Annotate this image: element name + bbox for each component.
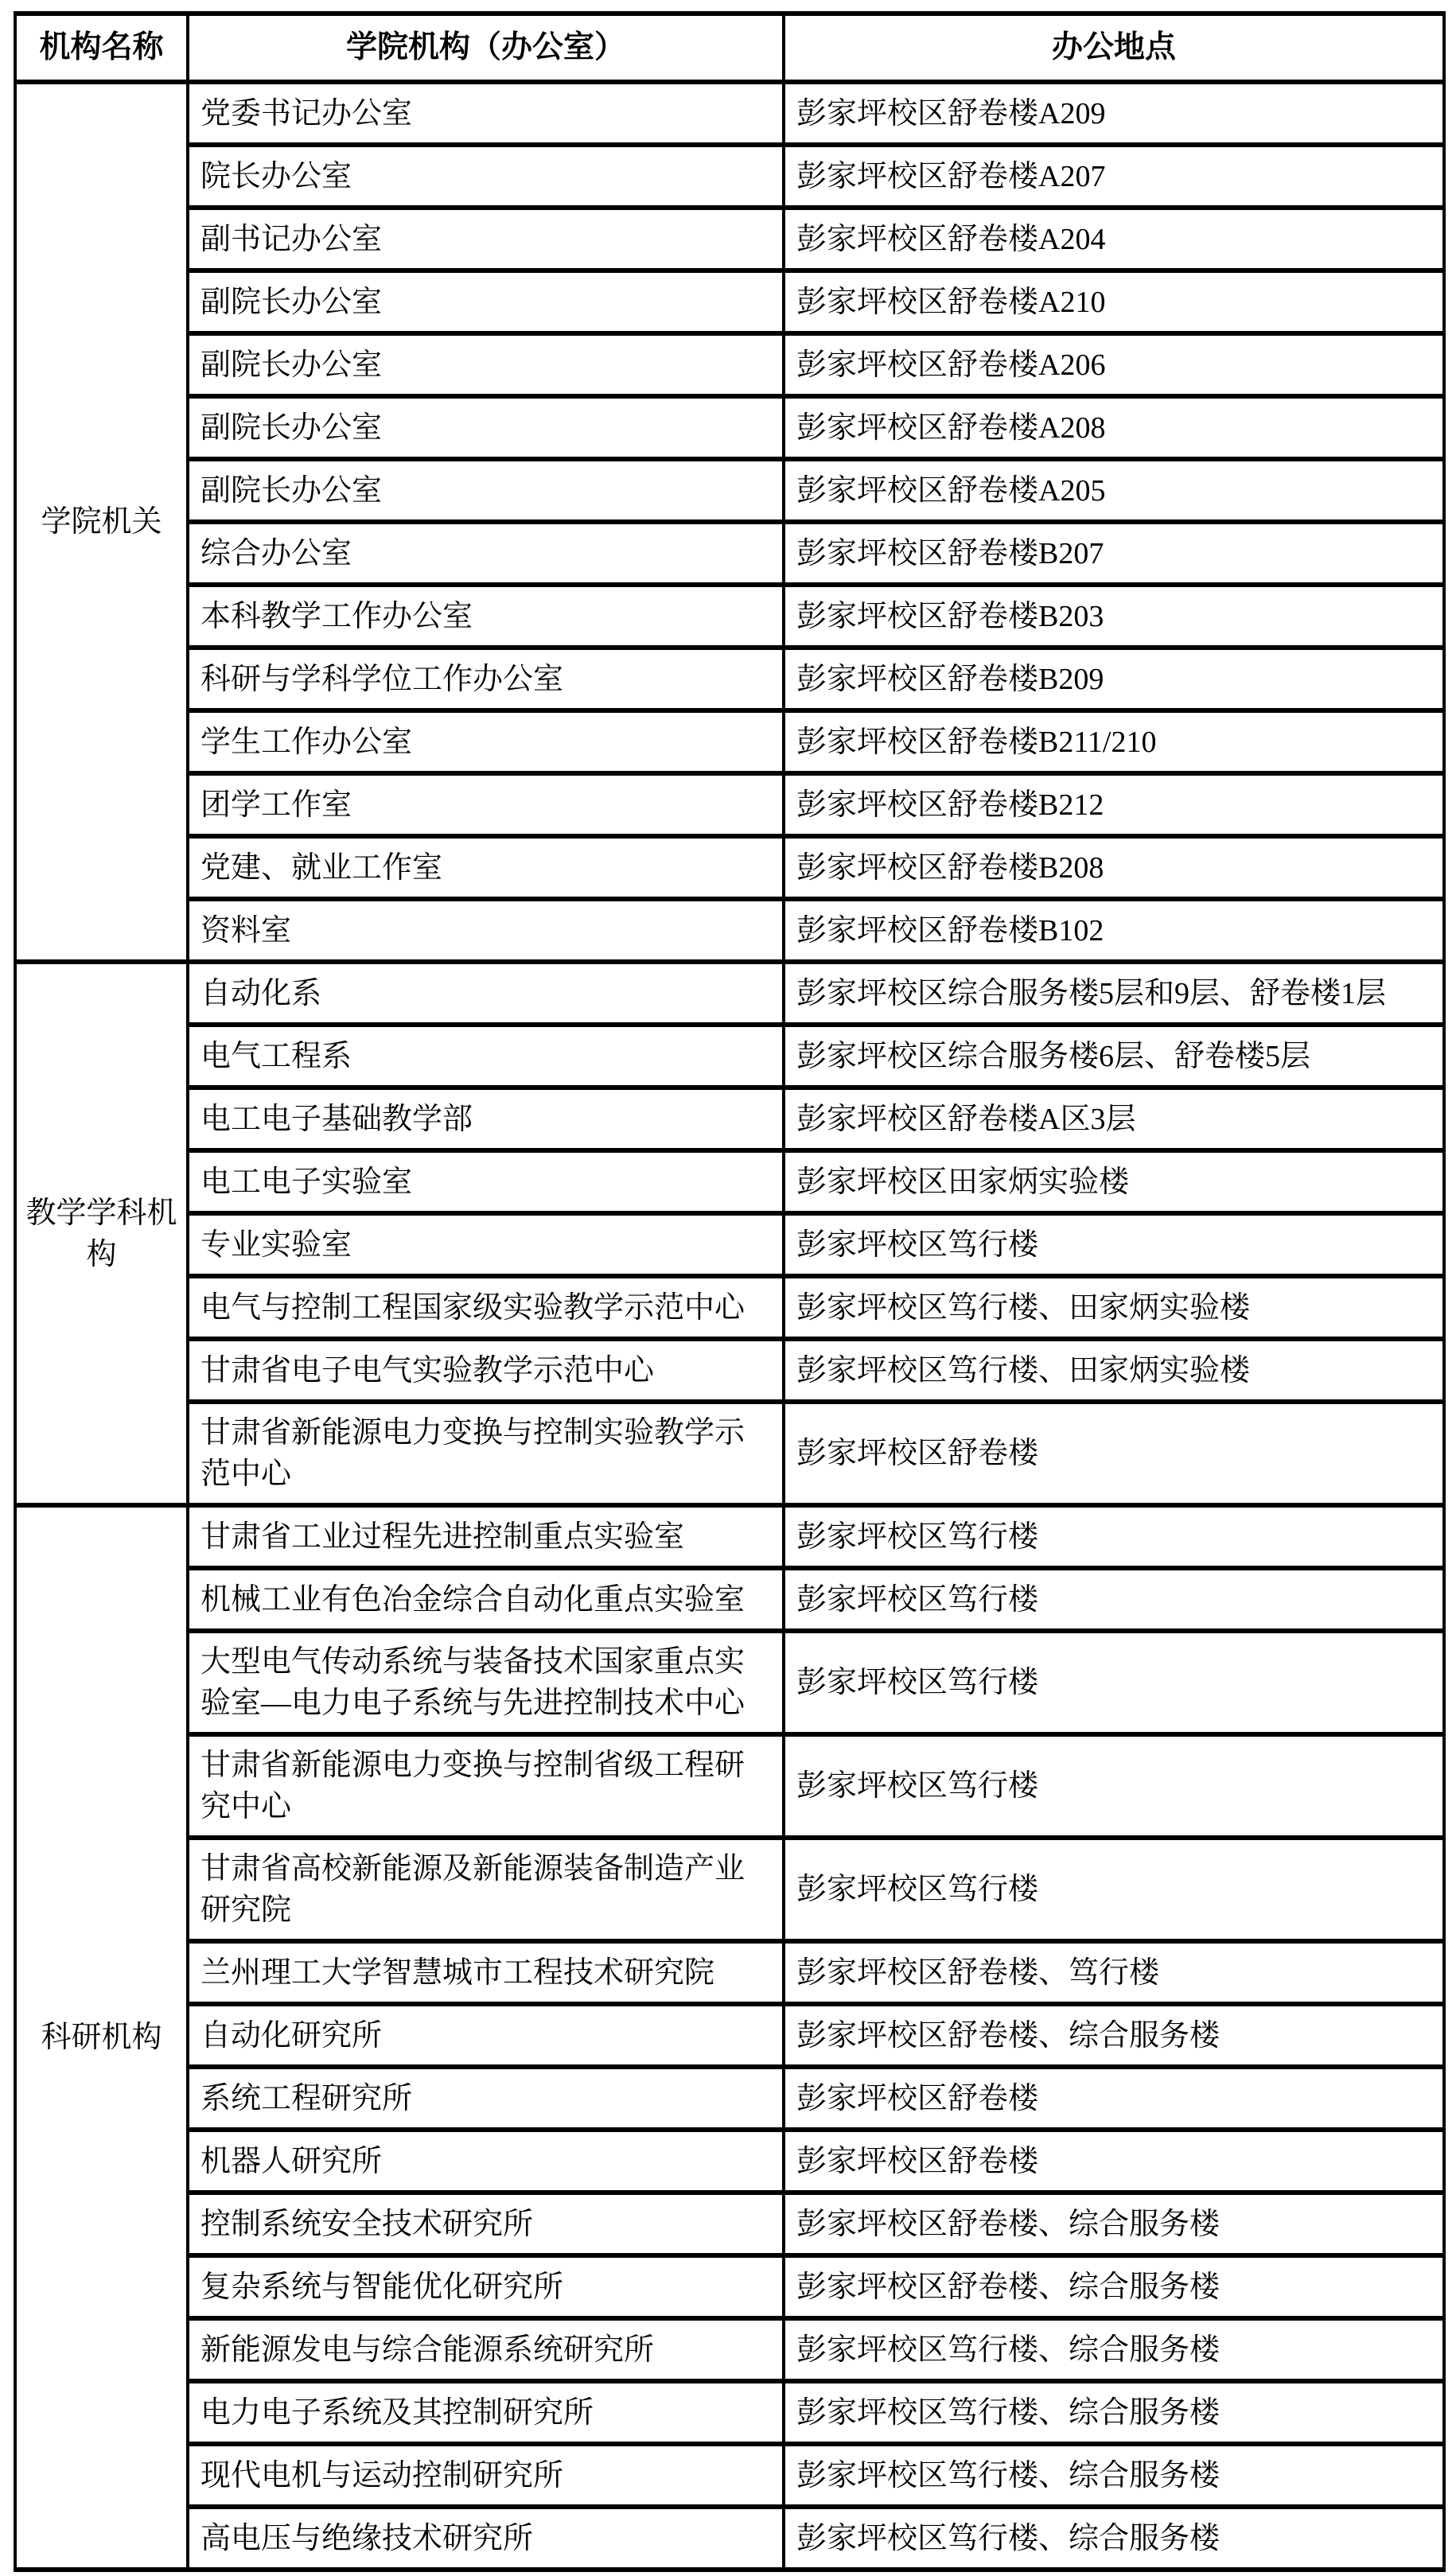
location-cell: 彭家坪校区舒卷楼B212 — [784, 773, 1444, 836]
office-cell: 大型电气传动系统与装备技术国家重点实验室—电力电子系统与先进控制技术中心 — [188, 1631, 784, 1734]
location-cell: 彭家坪校区笃行楼、综合服务楼 — [784, 2507, 1444, 2570]
location-cell: 彭家坪校区笃行楼 — [784, 1631, 1444, 1734]
table-row — [15, 1276, 1444, 1339]
table-row — [15, 82, 1444, 145]
table-row — [15, 208, 1444, 270]
table-row — [15, 1631, 1444, 1734]
location-cell: 彭家坪校区笃行楼、田家炳实验楼 — [784, 1276, 1444, 1339]
location-cell: 彭家坪校区笃行楼、田家炳实验楼 — [784, 1339, 1444, 1402]
location-cell: 彭家坪校区笃行楼、综合服务楼 — [784, 2444, 1444, 2507]
table-row — [15, 2381, 1444, 2444]
table-header — [15, 14, 1444, 82]
office-cell: 专业实验室 — [188, 1213, 784, 1276]
location-cell: 彭家坪校区舒卷楼 — [784, 1402, 1444, 1505]
group-name-cell: 教学学科机构 — [15, 962, 188, 1505]
location-cell: 彭家坪校区舒卷楼A210 — [784, 270, 1444, 333]
location-cell: 彭家坪校区笃行楼 — [784, 1505, 1444, 1568]
table-row — [15, 459, 1444, 522]
office-cell: 机械工业有色冶金综合自动化重点实验室 — [188, 1568, 784, 1631]
table-row — [15, 1505, 1444, 1568]
office-cell: 院长办公室 — [188, 145, 784, 208]
table-row — [15, 522, 1444, 585]
table-row — [15, 710, 1444, 773]
office-cell: 学生工作办公室 — [188, 710, 784, 773]
table-row — [15, 2507, 1444, 2570]
table-row — [15, 1088, 1444, 1150]
office-cell: 本科教学工作办公室 — [188, 585, 784, 648]
table-row — [15, 1339, 1444, 1402]
location-cell: 彭家坪校区舒卷楼A207 — [784, 145, 1444, 208]
office-cell: 副院长办公室 — [188, 333, 784, 396]
location-cell: 彭家坪校区舒卷楼 — [784, 2130, 1444, 2193]
table-body — [15, 82, 1444, 2570]
office-cell: 副院长办公室 — [188, 270, 784, 333]
table-row — [15, 962, 1444, 1025]
location-cell: 彭家坪校区舒卷楼、综合服务楼 — [784, 2004, 1444, 2067]
office-cell: 系统工程研究所 — [188, 2067, 784, 2130]
table-row — [15, 1838, 1444, 1941]
location-cell: 彭家坪校区笃行楼 — [784, 1734, 1444, 1838]
office-cell: 电工电子实验室 — [188, 1150, 784, 1213]
table-row — [15, 1941, 1444, 2004]
location-cell: 彭家坪校区笃行楼、综合服务楼 — [784, 2318, 1444, 2381]
office-cell: 自动化研究所 — [188, 2004, 784, 2067]
location-cell: 彭家坪校区舒卷楼A209 — [784, 82, 1444, 145]
location-cell: 彭家坪校区舒卷楼B102 — [784, 899, 1444, 962]
office-cell: 电工电子基础教学部 — [188, 1088, 784, 1150]
table-row — [15, 145, 1444, 208]
office-cell: 甘肃省电子电气实验教学示范中心 — [188, 1339, 784, 1402]
office-cell: 电气工程系 — [188, 1025, 784, 1088]
table-row — [15, 1213, 1444, 1276]
location-cell: 彭家坪校区笃行楼 — [784, 1838, 1444, 1941]
table-row — [15, 2004, 1444, 2067]
office-cell: 综合办公室 — [188, 522, 784, 585]
location-cell: 彭家坪校区舒卷楼、综合服务楼 — [784, 2255, 1444, 2318]
office-cell: 复杂系统与智能优化研究所 — [188, 2255, 784, 2318]
table-row — [15, 1025, 1444, 1088]
office-cell: 团学工作室 — [188, 773, 784, 836]
table-row — [15, 2318, 1444, 2381]
location-cell: 彭家坪校区舒卷楼、综合服务楼 — [784, 2193, 1444, 2255]
table-row — [15, 899, 1444, 962]
office-cell: 甘肃省工业过程先进控制重点实验室 — [188, 1505, 784, 1568]
location-cell: 彭家坪校区笃行楼、综合服务楼 — [784, 2381, 1444, 2444]
office-cell: 党建、就业工作室 — [188, 836, 784, 899]
location-cell: 彭家坪校区舒卷楼B209 — [784, 648, 1444, 710]
table-row — [15, 1734, 1444, 1838]
col-header-office-location: 办公地点 — [784, 14, 1444, 82]
location-cell: 彭家坪校区综合服务楼5层和9层、舒卷楼1层 — [784, 962, 1444, 1025]
table-row — [15, 585, 1444, 648]
office-cell: 副院长办公室 — [188, 459, 784, 522]
office-cell: 甘肃省新能源电力变换与控制省级工程研究中心 — [188, 1734, 784, 1838]
location-cell: 彭家坪校区舒卷楼B203 — [784, 585, 1444, 648]
table-row — [15, 1402, 1444, 1505]
table-row — [15, 1150, 1444, 1213]
table-row — [15, 396, 1444, 459]
header-row — [15, 14, 1444, 82]
location-cell: 彭家坪校区舒卷楼、笃行楼 — [784, 1941, 1444, 2004]
office-cell: 机器人研究所 — [188, 2130, 784, 2193]
office-cell: 控制系统安全技术研究所 — [188, 2193, 784, 2255]
office-cell: 甘肃省高校新能源及新能源装备制造产业研究院 — [188, 1838, 784, 1941]
office-cell: 党委书记办公室 — [188, 82, 784, 145]
office-cell: 电力电子系统及其控制研究所 — [188, 2381, 784, 2444]
table-row — [15, 2130, 1444, 2193]
col-header-org-name: 机构名称 — [15, 14, 188, 82]
office-cell: 甘肃省新能源电力变换与控制实验教学示范中心 — [188, 1402, 784, 1505]
location-cell: 彭家坪校区综合服务楼6层、舒卷楼5层 — [784, 1025, 1444, 1088]
group-name-cell: 科研机构 — [15, 1505, 188, 2570]
office-cell: 现代电机与运动控制研究所 — [188, 2444, 784, 2507]
table-row — [15, 2193, 1444, 2255]
location-cell: 彭家坪校区舒卷楼A204 — [784, 208, 1444, 270]
office-cell: 高电压与绝缘技术研究所 — [188, 2507, 784, 2570]
location-cell: 彭家坪校区舒卷楼A206 — [784, 333, 1444, 396]
office-cell: 电气与控制工程国家级实验教学示范中心 — [188, 1276, 784, 1339]
office-cell: 兰州理工大学智慧城市工程技术研究院 — [188, 1941, 784, 2004]
office-cell: 自动化系 — [188, 962, 784, 1025]
location-cell: 彭家坪校区笃行楼 — [784, 1568, 1444, 1631]
office-location-table — [14, 11, 1446, 2572]
office-cell: 副院长办公室 — [188, 396, 784, 459]
table-row — [15, 2067, 1444, 2130]
location-cell: 彭家坪校区舒卷楼 — [784, 2067, 1444, 2130]
table-row — [15, 648, 1444, 710]
group-name-cell: 学院机关 — [15, 82, 188, 962]
table-row — [15, 333, 1444, 396]
col-header-college-office: 学院机构（办公室） — [188, 14, 784, 82]
table-row — [15, 2444, 1444, 2507]
table-row — [15, 773, 1444, 836]
table-row — [15, 2255, 1444, 2318]
table-row — [15, 270, 1444, 333]
office-cell: 新能源发电与综合能源系统研究所 — [188, 2318, 784, 2381]
location-cell: 彭家坪校区舒卷楼A区3层 — [784, 1088, 1444, 1150]
location-cell: 彭家坪校区舒卷楼B211/210 — [784, 710, 1444, 773]
location-cell: 彭家坪校区舒卷楼B207 — [784, 522, 1444, 585]
table-row — [15, 836, 1444, 899]
location-cell: 彭家坪校区舒卷楼A205 — [784, 459, 1444, 522]
office-cell: 科研与学科学位工作办公室 — [188, 648, 784, 710]
location-cell: 彭家坪校区笃行楼 — [784, 1213, 1444, 1276]
location-cell: 彭家坪校区舒卷楼A208 — [784, 396, 1444, 459]
table-row — [15, 1568, 1444, 1631]
office-cell: 副书记办公室 — [188, 208, 784, 270]
location-cell: 彭家坪校区田家炳实验楼 — [784, 1150, 1444, 1213]
office-cell: 资料室 — [188, 899, 784, 962]
location-cell: 彭家坪校区舒卷楼B208 — [784, 836, 1444, 899]
